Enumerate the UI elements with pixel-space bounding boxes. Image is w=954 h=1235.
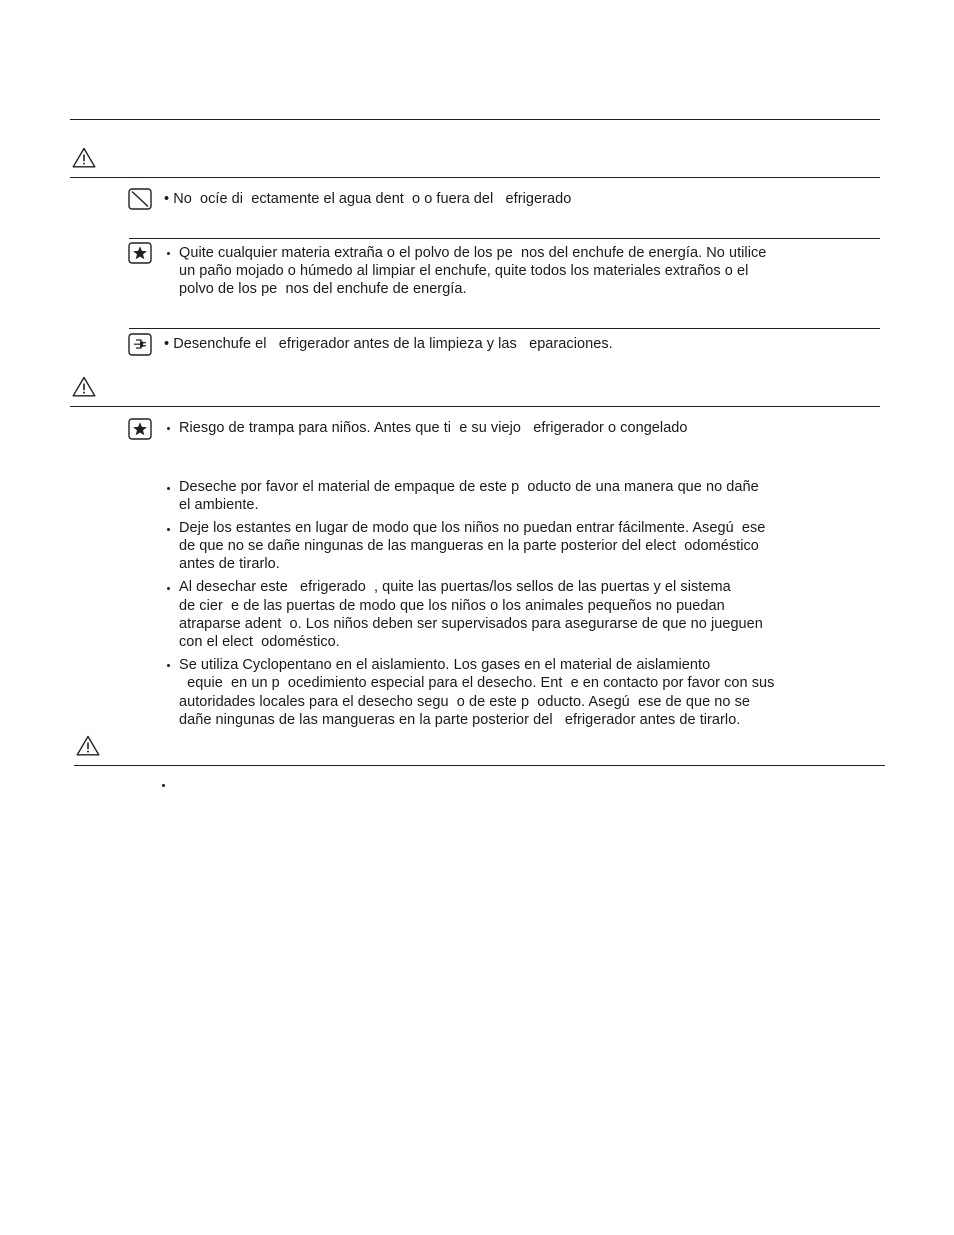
warning-rule <box>74 765 885 766</box>
disposal-bullet-4-line4: dañe ningunas de las mangueras en la parte posterior del efrigerador antes de tirarlo. <box>179 712 741 728</box>
warning-triangle-icon <box>76 735 100 756</box>
divider <box>129 328 880 329</box>
disposal-bullet-2-line1: Deje los estantes en lugar de modo que los niños no puedan entrar fácilmente. Asegú ese <box>179 520 766 536</box>
disposal-bullet-3-line4: con el elect odoméstico. <box>179 634 340 650</box>
disposal-bullet-1-line2: el ambiente. <box>179 497 259 513</box>
plug-dust-text-line3: polvo de los pe nos del enchufe de energía. <box>179 281 467 297</box>
warning-rule <box>70 177 880 178</box>
divider <box>129 238 880 239</box>
warning-triangle-icon <box>72 147 96 168</box>
disposal-bullet-3-line3: atraparse adent o. Los niños deben ser supervisados para asegurarse de que no jueguen <box>179 616 763 632</box>
unplug-icon <box>128 333 152 356</box>
no-spray-text: • No ocíe di ectamente el agua dent o o fuera del efrigerado <box>164 191 572 207</box>
disposal-bullet-2-line3: antes de tirarlo. <box>179 556 280 572</box>
bullet-dot <box>167 664 170 667</box>
disposal-bullet-3-line1: Al desechar este efrigerado , quite las puertas/los sellos de las puertas y el sistema <box>179 579 731 595</box>
disposal-bullet-4-line1: Se utiliza Cyclopentano en el aislamiento. Los gases en el material de aislamiento <box>179 657 711 673</box>
unplug-text: • Desenchufe el efrigerador antes de la limpieza y las eparaciones. <box>164 336 613 352</box>
star-important-icon <box>128 242 152 264</box>
bullet-dot <box>167 427 170 430</box>
plug-dust-text-line1: Quite cualquier materia extraña o el polvo de los pe nos del enchufe de energía. No utilice <box>179 245 767 261</box>
bullet-dot <box>167 587 170 590</box>
disposal-bullet-4-line2: equie en un p ocedimiento especial para el desecho. Ent e en contacto por favor con sus <box>179 675 775 691</box>
star-important-icon <box>128 418 152 440</box>
disposal-bullet-3-line2: de cier e de las puertas de modo que los niños o los animales pequeños no puedan <box>179 598 725 614</box>
plug-dust-text-line2: un paño mojado o húmedo al limpiar el enchufe, quite todos los materiales extraños o el <box>179 263 749 279</box>
bullet-dot <box>167 528 170 531</box>
disposal-bullet-4-line3: autoridades locales para el desecho segu o de este p oducto. Asegú ese de que no se <box>179 694 751 710</box>
top-rule <box>70 119 880 120</box>
bullet-dot <box>162 784 165 787</box>
bullet-dot <box>167 252 170 255</box>
no-spray-icon <box>128 188 152 210</box>
disposal-bullet-1-line1: Deseche por favor el material de empaque de este p oducto de una manera que no dañe <box>179 479 759 495</box>
warning-rule <box>70 406 880 407</box>
disposal-bullet-2-line2: de que no se dañe ningunas de las mangueras en la parte posterior del elect odoméstico <box>179 538 759 554</box>
warning-triangle-icon <box>72 376 96 397</box>
child-trap-text: Riesgo de trampa para niños. Antes que ti e su viejo efrigerador o congelado <box>179 420 688 436</box>
bullet-dot <box>167 487 170 490</box>
